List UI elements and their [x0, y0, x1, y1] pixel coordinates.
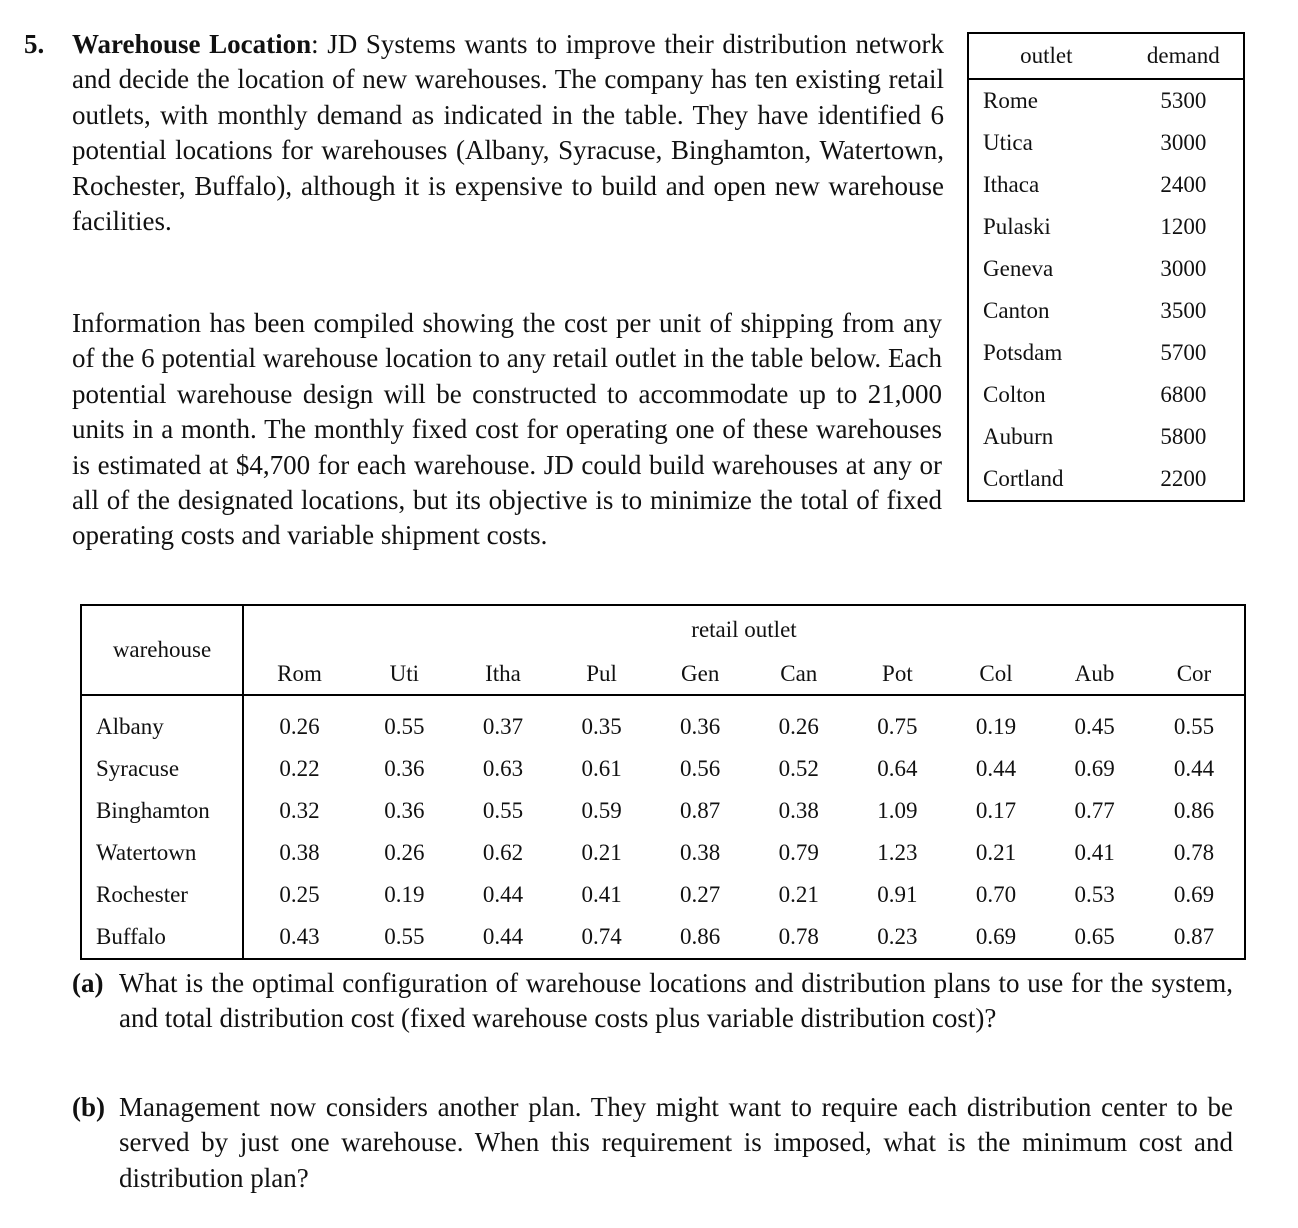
warehouse-name: Rochester: [81, 874, 243, 916]
cost-row: [81, 832, 1245, 874]
outlet-name: Ithaca: [983, 172, 1040, 197]
warehouse-name: Buffalo: [81, 916, 243, 959]
cost-cell: 0.19: [975, 714, 1017, 739]
cost-cell: 0.69: [975, 924, 1017, 949]
cost-cell: 0.21: [778, 882, 819, 907]
question-a-label: (a): [72, 968, 104, 998]
cost-column-header: Rom: [243, 654, 355, 695]
cost-cell: 0.52: [778, 756, 819, 781]
warehouse-name: Albany: [81, 695, 243, 748]
cost-cell: 0.69: [1074, 756, 1115, 781]
cost-cell: 0.61: [581, 756, 622, 781]
demand-table: [967, 32, 1245, 502]
question-b-label: (b): [72, 1092, 105, 1122]
demand-row: [968, 332, 1244, 374]
outlet-name: Utica: [983, 130, 1033, 155]
outlet-demand: 5700: [1160, 340, 1207, 365]
cost-cell: 0.44: [975, 756, 1017, 781]
cost-cell: 0.45: [1074, 714, 1115, 739]
cost-cell: 0.35: [581, 714, 622, 739]
cost-cell: 0.38: [680, 840, 721, 865]
outlet-demand: 3000: [1160, 130, 1207, 155]
cost-cell: 0.41: [1074, 840, 1115, 865]
cost-cell: 0.41: [581, 882, 622, 907]
cost-cell: 0.19: [384, 882, 425, 907]
cost-cell: 0.63: [482, 756, 524, 781]
problem-intro-text: : JD Systems wants to improve their distribution network and decide the location of new warehouses. The company has ten existing retail outlets, with monthly demand as indicated in the table. They have identified 6 potential locations for warehouses (Albany, Syracuse, Binghamton, Watertown, Rochester, Buffalo), although it is expensive to build and open new warehouse facilities.: [72, 29, 944, 237]
cost-cell: 0.91: [877, 882, 918, 907]
outlet-name: Canton: [983, 298, 1050, 323]
outlet-demand: 3500: [1160, 298, 1207, 323]
demand-row: [968, 416, 1244, 458]
demand-row: [968, 248, 1244, 290]
cost-header-retail-outlet: retail outlet: [691, 617, 797, 642]
question-b-text: Management now considers another plan. They might want to require each distribution center to be served by just one warehouse. When this requirement is imposed, what is the minimum cost and distribution plan?: [119, 1092, 1233, 1193]
outlet-demand: 3000: [1160, 256, 1207, 281]
cost-cell: 0.36: [384, 756, 425, 781]
cost-cell: 0.27: [680, 882, 721, 907]
question-b: [72, 1090, 1233, 1196]
cost-column-header: Pul: [552, 654, 651, 695]
cost-column-header: Aub: [1045, 654, 1144, 695]
cost-cell: 0.55: [482, 798, 524, 823]
cost-cell: 0.55: [384, 924, 425, 949]
cost-cell: 0.21: [581, 840, 622, 865]
cost-cell: 0.59: [581, 798, 622, 823]
shipping-cost-table: [80, 604, 1246, 960]
cost-cell: 0.23: [877, 924, 918, 949]
cost-cell: 0.43: [279, 924, 320, 949]
cost-cell: 0.44: [482, 882, 524, 907]
cost-cell: 0.38: [778, 798, 819, 823]
cost-cell: 0.77: [1074, 798, 1115, 823]
demand-row: [968, 374, 1244, 416]
outlet-name: Rome: [983, 88, 1038, 113]
cost-column-header: Uti: [355, 654, 454, 695]
question-a: [72, 966, 1233, 1037]
problem-intro-paragraph: [72, 27, 944, 239]
cost-cell: 0.26: [384, 840, 425, 865]
cost-cell: 0.87: [680, 798, 721, 823]
cost-cell: 0.75: [877, 714, 918, 739]
cost-cell: 0.17: [975, 798, 1017, 823]
problem-heading: Warehouse Location: [72, 29, 312, 59]
cost-row: [81, 695, 1245, 748]
cost-cell: 0.56: [680, 756, 721, 781]
demand-row: [968, 206, 1244, 248]
cost-column-header: Gen: [651, 654, 750, 695]
cost-cell: 0.38: [279, 840, 320, 865]
cost-cell: 0.32: [279, 798, 320, 823]
cost-cell: 0.64: [877, 756, 918, 781]
outlet-name: Potsdam: [983, 340, 1063, 365]
cost-column-header: Col: [947, 654, 1046, 695]
cost-row: [81, 790, 1245, 832]
cost-cell: 0.26: [279, 714, 320, 739]
cost-cell: 0.21: [975, 840, 1017, 865]
cost-cell: 0.44: [1173, 756, 1215, 781]
cost-cell: 0.86: [680, 924, 721, 949]
warehouse-name: Binghamton: [81, 790, 243, 832]
cost-column-header: Itha: [454, 654, 553, 695]
question-a-text: What is the optimal configuration of warehouse locations and distribution plans to use for the system, and total distribution cost (fixed warehouse costs plus variable distribution cost)?: [119, 968, 1233, 1034]
problem-detail-text: Information has been compiled showing the cost per unit of shipping from any of the 6 potential warehouse location to any retail outlet in the table below. Each potential warehouse design will be constructed to accommodate up to 21,000 units in a month. The monthly fixed cost for operating one of these warehouses is estimated at $4,700 for each warehouse. JD could build warehouses at any or all of the designated locations, but its objective is to minimize the total of fixed operating costs and variable shipment costs.: [72, 308, 942, 551]
cost-cell: 1.09: [877, 798, 918, 823]
cost-row: [81, 874, 1245, 916]
cost-cell: 0.55: [384, 714, 425, 739]
cost-cell: 0.36: [384, 798, 425, 823]
cost-cell: 0.70: [975, 882, 1017, 907]
cost-column-header: Can: [749, 654, 848, 695]
problem-number: 5.: [24, 29, 45, 59]
cost-cell: 0.53: [1074, 882, 1115, 907]
cost-cell: 0.69: [1173, 882, 1215, 907]
cost-cell: 0.87: [1173, 924, 1215, 949]
cost-cell: 0.44: [482, 924, 524, 949]
outlet-demand: 2400: [1160, 172, 1207, 197]
cost-cell: 0.86: [1173, 798, 1215, 823]
outlet-name: Pulaski: [983, 214, 1051, 239]
cost-cell: 0.37: [482, 714, 524, 739]
cost-header-warehouse: warehouse: [81, 605, 243, 695]
cost-column-headers: [81, 654, 1245, 695]
outlet-name: Geneva: [983, 256, 1054, 281]
cost-column-header: Pot: [848, 654, 947, 695]
demand-row: [968, 290, 1244, 332]
cost-cell: 0.25: [279, 882, 320, 907]
outlet-demand: 2200: [1160, 466, 1207, 491]
demand-header-demand: demand: [1124, 33, 1244, 79]
outlet-demand: 1200: [1160, 214, 1207, 239]
warehouse-name: Watertown: [81, 832, 243, 874]
cost-cell: 0.26: [778, 714, 819, 739]
cost-cell: 1.23: [877, 840, 918, 865]
demand-row: [968, 122, 1244, 164]
demand-row: [968, 458, 1244, 501]
cost-table-body: [81, 695, 1245, 959]
cost-cell: 0.78: [1173, 840, 1215, 865]
demand-header-outlet: outlet: [968, 33, 1124, 79]
cost-cell: 0.65: [1074, 924, 1115, 949]
outlet-demand: 6800: [1160, 382, 1207, 407]
outlet-name: Colton: [983, 382, 1046, 407]
cost-column-header: Cor: [1144, 654, 1245, 695]
outlet-demand: 5300: [1160, 88, 1207, 113]
warehouse-name: Syracuse: [81, 748, 243, 790]
demand-row: [968, 79, 1244, 122]
demand-table-body: [968, 79, 1244, 501]
outlet-name: Cortland: [983, 466, 1064, 491]
cost-cell: 0.79: [778, 840, 819, 865]
outlet-demand: 5800: [1160, 424, 1207, 449]
cost-row: [81, 916, 1245, 959]
cost-cell: 0.78: [778, 924, 819, 949]
cost-cell: 0.62: [482, 840, 524, 865]
cost-cell: 0.22: [279, 756, 320, 781]
cost-row: [81, 748, 1245, 790]
outlet-name: Auburn: [983, 424, 1054, 449]
cost-cell: 0.55: [1173, 714, 1215, 739]
cost-cell: 0.36: [680, 714, 721, 739]
demand-row: [968, 164, 1244, 206]
cost-cell: 0.74: [581, 924, 622, 949]
